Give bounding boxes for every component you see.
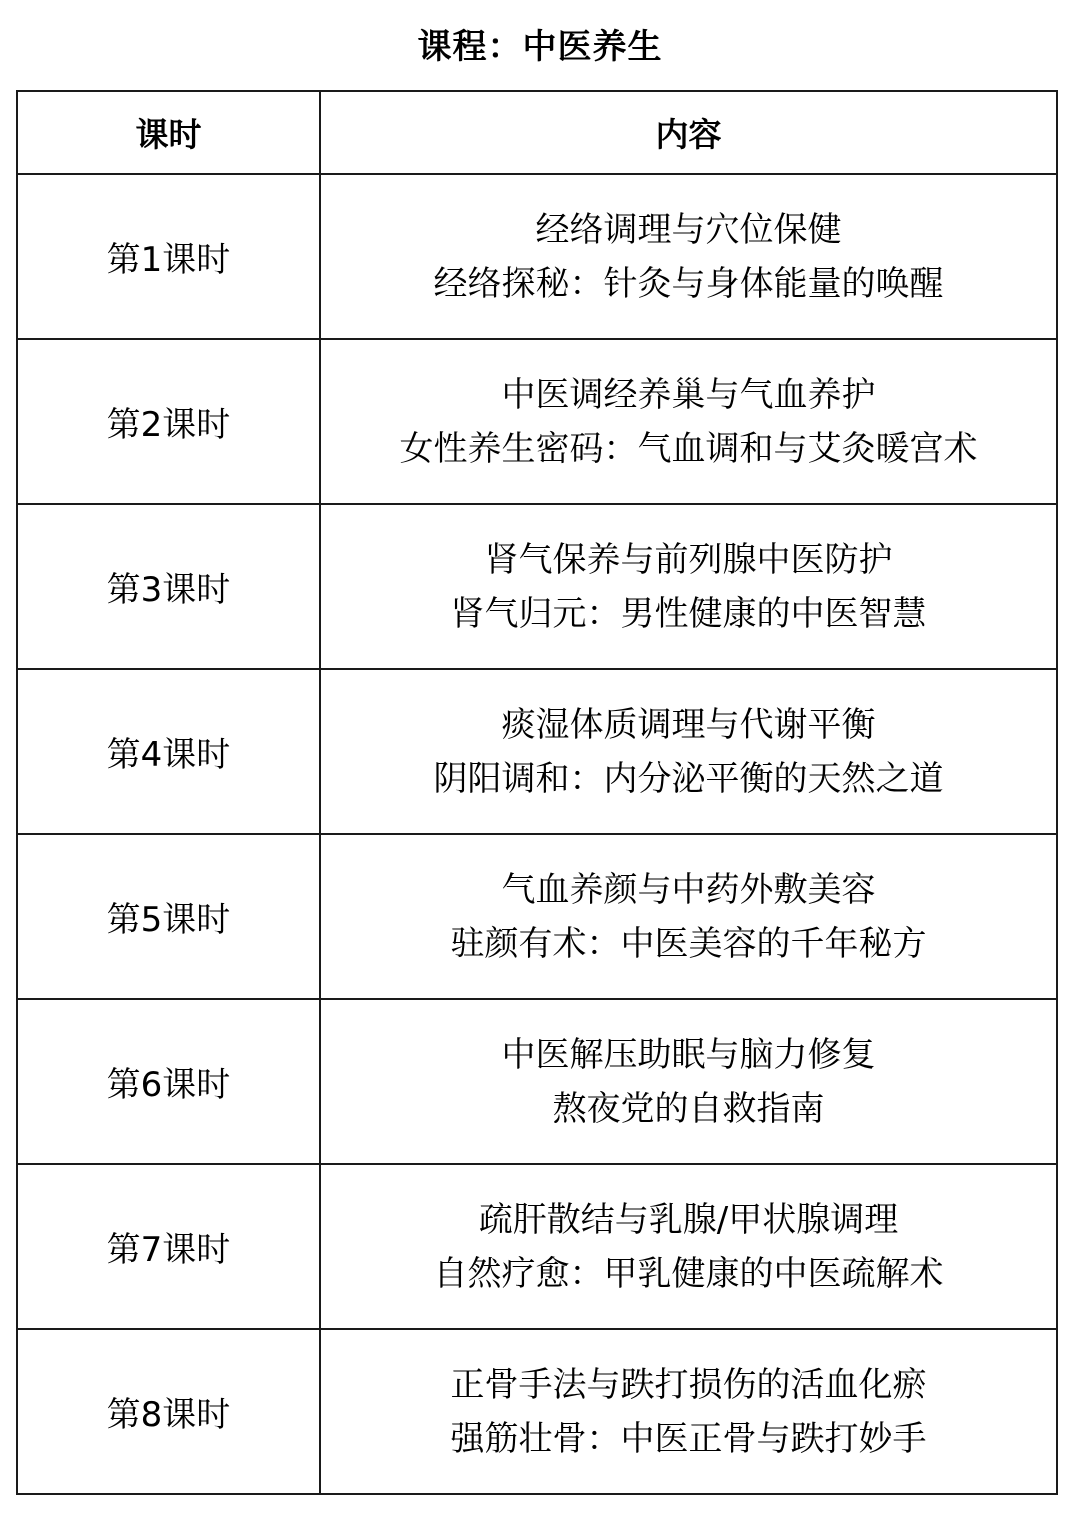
content-topic: 正骨手法与跌打损伤的活血化瘀: [450, 1364, 927, 1405]
content-cell: [320, 174, 1057, 339]
header-content: 内容: [320, 91, 1057, 174]
table-row: [17, 1164, 1057, 1329]
table-header-row: [17, 91, 1057, 174]
content-cell: [320, 1329, 1057, 1494]
content-subtitle: 女性养生密码：气血调和与艾灸暖宫术: [399, 428, 978, 469]
table-row: [17, 174, 1057, 339]
content-topic: 中医解压助眠与脑力修复: [501, 1034, 876, 1075]
content-topic: 疏肝散结与乳腺/甲状腺调理: [478, 1199, 899, 1240]
content-subtitle: 自然疗愈：甲乳健康的中医疏解术: [433, 1253, 944, 1294]
content-cell: [320, 834, 1057, 999]
content-subtitle: 熬夜党的自救指南: [552, 1088, 825, 1129]
lesson-cell: 第5课时: [17, 834, 320, 999]
table-row: [17, 504, 1057, 669]
table-row: [17, 999, 1057, 1164]
table-row: [17, 669, 1057, 834]
content-topic: 中医调经养巢与气血养护: [501, 374, 876, 415]
content-subtitle: 强筋壮骨：中医正骨与跌打妙手: [450, 1418, 927, 1459]
content-topic: 经络调理与穴位保健: [535, 209, 842, 250]
lesson-cell: 第4课时: [17, 669, 320, 834]
content-subtitle: 阴阳调和：内分泌平衡的天然之道: [433, 758, 944, 799]
content-cell: [320, 339, 1057, 504]
content-topic: 肾气保养与前列腺中医防护: [484, 539, 893, 580]
page-title: 课程：中医养生: [417, 27, 663, 67]
lesson-cell: 第8课时: [17, 1329, 320, 1494]
lesson-cell: 第2课时: [17, 339, 320, 504]
content-subtitle: 经络探秘：针灸与身体能量的唤醒: [433, 263, 944, 304]
content-cell: [320, 504, 1057, 669]
lesson-cell: 第6课时: [17, 999, 320, 1164]
content-cell: [320, 669, 1057, 834]
content-subtitle: 肾气归元：男性健康的中医智慧: [450, 593, 927, 634]
content-cell: [320, 999, 1057, 1164]
course-table: [16, 90, 1058, 1495]
table-row: [17, 834, 1057, 999]
lesson-cell: 第3课时: [17, 504, 320, 669]
lesson-cell: 第1课时: [17, 174, 320, 339]
content-cell: [320, 1164, 1057, 1329]
table-row: [17, 1329, 1057, 1494]
lesson-cell: 第7课时: [17, 1164, 320, 1329]
content-topic: 痰湿体质调理与代谢平衡: [501, 704, 876, 745]
table-row: [17, 339, 1057, 504]
content-subtitle: 驻颜有术：中医美容的千年秘方: [450, 923, 927, 964]
content-topic: 气血养颜与中药外敷美容: [501, 869, 876, 910]
header-lesson: 课时: [17, 91, 320, 174]
